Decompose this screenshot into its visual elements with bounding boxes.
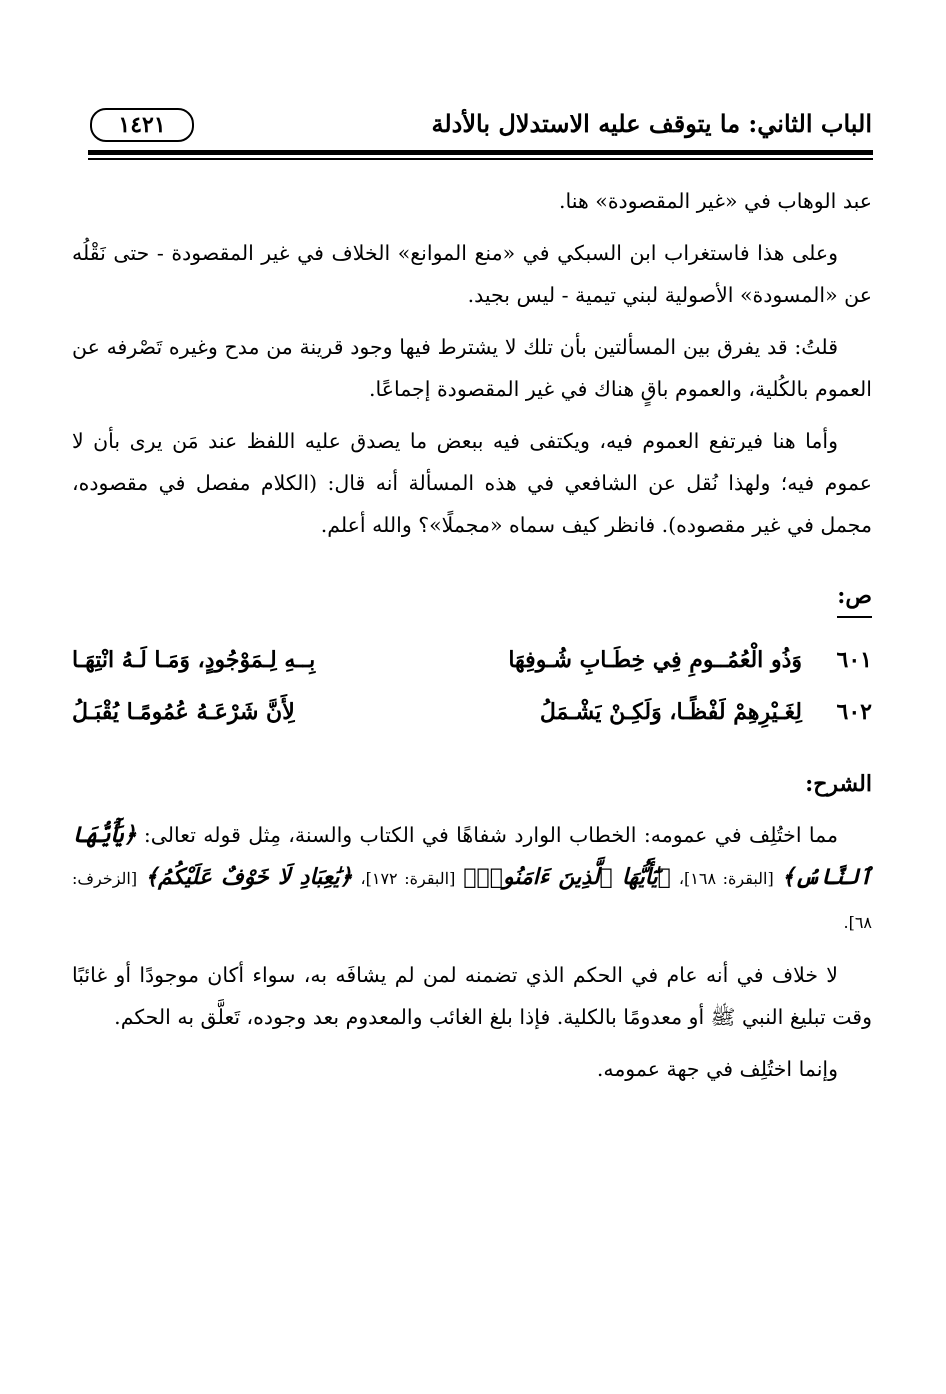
paragraph: عبد الوهاب في «غير المقصودة» هنا.: [559, 189, 872, 213]
text-section-heading: ص:: [837, 576, 872, 618]
quran-verse: ﴿يَٰٓأَيُّهَا ٱلَّذِينَ ءَامَنُوا۟﴾: [463, 864, 671, 890]
verse-second-hemistich: لِأَنَّ شَرْعَـهُ عُمُومًـا يُقْبَـلُ: [72, 699, 295, 725]
paragraph: لا خلاف في أنه عام في الحكم الذي تضمنه لمن لم يشافَه به، سواء أكان موجودًا أو غائبًا وقت تبليغ النبي ﷺ أو معدومًا بالكلية. فإذا بلغ الغائب والمعدوم بعد وجوده، تَعلَّق به الحكم.: [72, 963, 872, 1029]
verse-first-hemistich: لِغَـيْرِهِمْ لَفْظًـا، وَلَكِـنْ يَشْـمَلُ: [539, 699, 802, 725]
verse-number: ٦٠١: [836, 647, 872, 673]
verse-first-hemistich: وَذُو الْعُمُــومِ فِي خِطَـابِ شُـوفِهَا: [508, 647, 802, 673]
paragraph: وأما هنا فيرتفع العموم فيه، ويكتفى فيه ببعض ما يصدق عليه اللفظ عند مَن يرى بأن لا عموم فيه؛ ولهذا نُقل عن الشافعي في هذه المسألة أنه قال: (الكلام مفصل في مقصوده، مجمل في غير مقصوده). فانظر كيف سماه «مجملًا»؟ والله أعلم.: [72, 429, 872, 537]
running-title: الباب الثاني: ما يتوقف عليه الاستدلال بالأدلة: [431, 109, 872, 138]
body-text: [72, 180, 872, 1100]
page-number: ١٤٢١: [118, 112, 166, 138]
verse-reference: [البقرة: ١٧٢]،: [360, 869, 456, 888]
commentary-intro: مما اختُلِف في عمومه: الخطاب الوارد شفاهًا في الكتاب والسنة، مِثل قوله تعالى:: [143, 823, 838, 847]
verse-line: [72, 640, 872, 680]
header-rule-thick: [88, 150, 873, 155]
paragraph: قلتُ: قد يفرق بين المسألتين بأن تلك لا يشترط فيها وجود قرينة من مدح وغيره تَصْرفه عن العموم بالكُلية، والعموم باقٍ هناك في غير المقصودة إجماعًا.: [72, 335, 872, 401]
verse-second-hemistich: بِــهِ لِـمَوْجُودٍ، وَمَـا لَـهُ انْتِهَـا: [72, 647, 316, 673]
verse-reference: [الزخرف: ٦٨].: [72, 869, 872, 932]
quran-verse: ﴿يَٰٓأَيُّهَا ٱلنَّاسُ﴾: [72, 822, 872, 890]
commentary-heading: الشرح:: [805, 771, 872, 797]
verse-reference: [البقرة: ١٦٨]،: [678, 869, 774, 888]
commentary-intro-paragraph: [72, 814, 872, 944]
verse-number: ٦٠٢: [836, 699, 872, 725]
paragraph: وعلى هذا فاستغراب ابن السبكي في «منع الموانع» الخلاف في غير المقصودة - حتى نَقْلُه عن «المسودة» الأصولية لبني تيمية - ليس بجيد.: [72, 241, 872, 307]
verse-line: [72, 692, 872, 732]
quran-verse: ﴿يَٰعِبَادِ لَا خَوْفٌ عَلَيْكُمُ﴾: [145, 864, 353, 890]
header-rule-thin: [88, 158, 873, 160]
paragraph: وإنما اختُلِف في جهة عمومه.: [596, 1057, 838, 1081]
page-number-frame: [90, 108, 194, 142]
